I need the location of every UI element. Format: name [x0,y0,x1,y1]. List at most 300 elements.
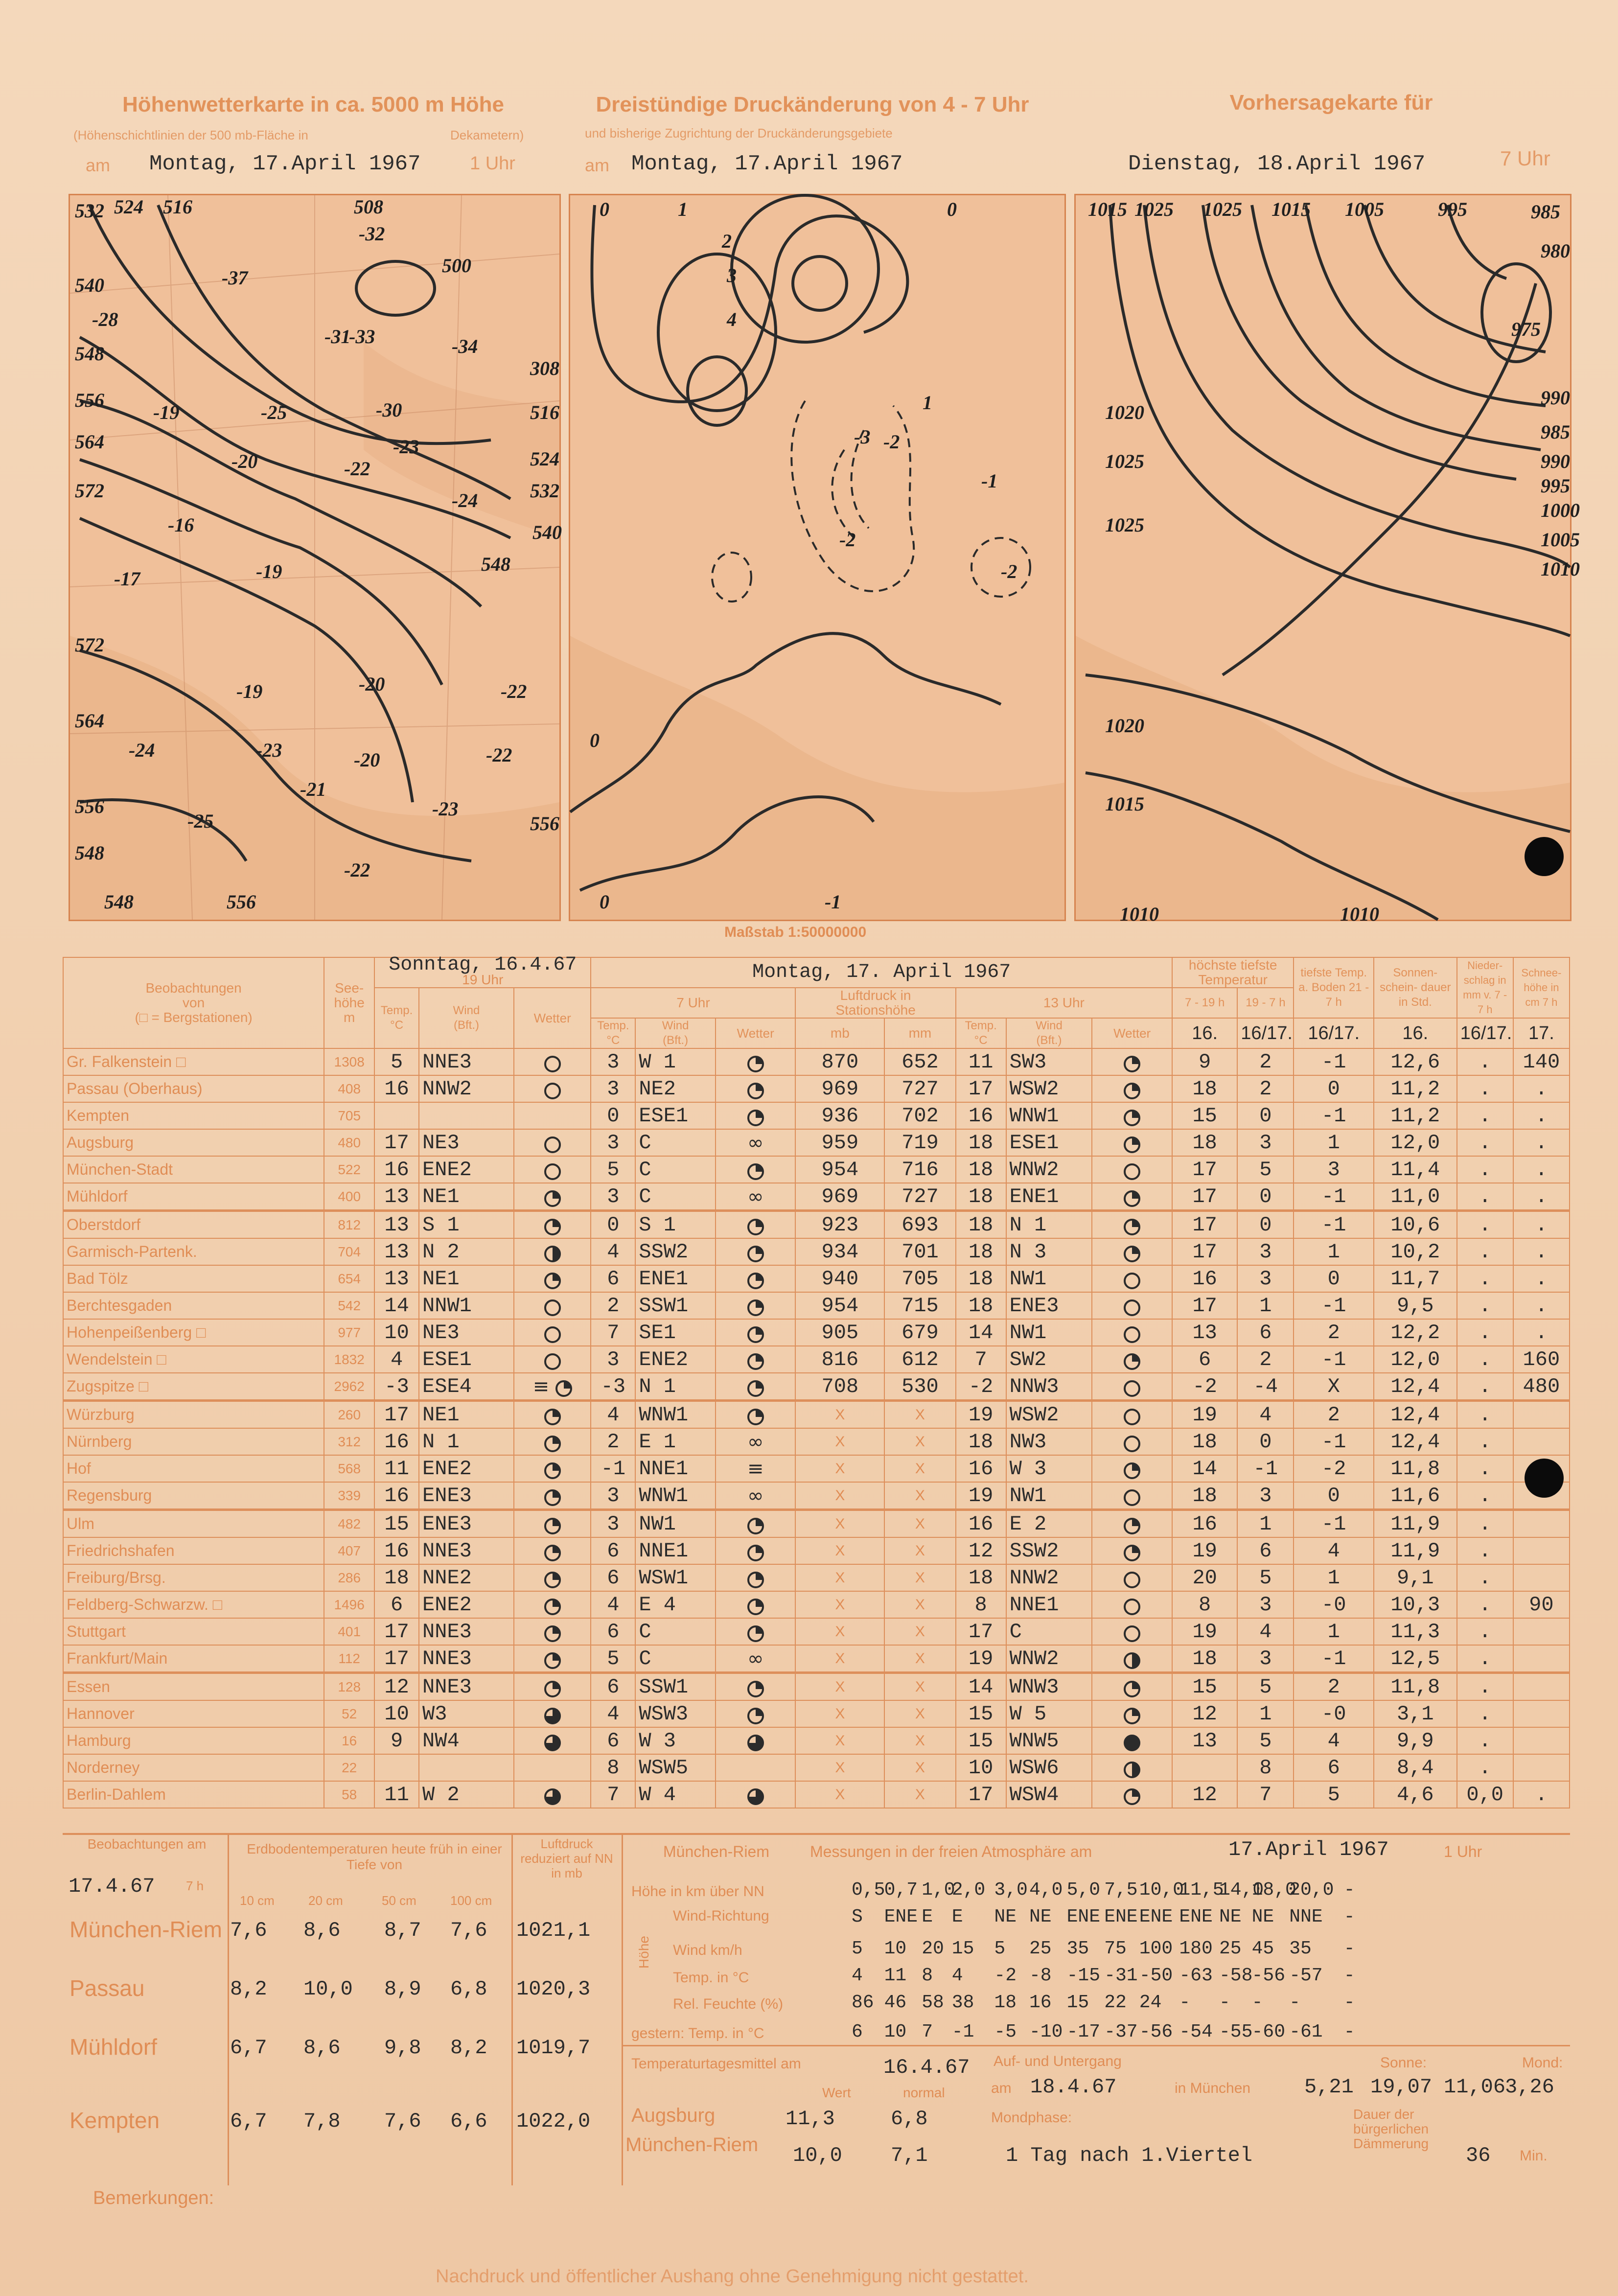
station-row [63,1673,1570,1701]
weather-13h [1092,1618,1172,1645]
station-name: Wendelstein □ [63,1346,324,1373]
temp-7h: 7 [591,1319,635,1346]
weather-13h [1092,1537,1172,1564]
station-altitude: 401 [324,1618,374,1645]
air-temp: -50 [1139,1965,1173,1986]
temp-19h: 18 [374,1564,419,1591]
weather-7h [716,1265,796,1292]
wind-7h: N 1 [635,1373,716,1401]
sunshine-hours: 11,0 [1374,1183,1457,1211]
wind-7h: SSW2 [635,1238,716,1265]
station-altitude: 704 [324,1238,374,1265]
max-temp: 15 [1172,1102,1237,1129]
wind-19h: NNW1 [419,1292,514,1319]
temp-7h: 6 [591,1673,635,1701]
cloud-cover-icon [1124,1489,1140,1506]
t7-temp-header [591,1018,635,1048]
pressure-mb: X [795,1537,884,1564]
temp-7h: 6 [591,1618,635,1645]
wind-13h: NNW2 [1006,1564,1092,1591]
temp-19h: 6 [374,1591,419,1618]
prev-temp: -5 [994,2021,1017,2042]
isobar-label: 990 [1541,450,1570,472]
weather-19h [514,1346,591,1373]
soil-v50: 7,6 [384,2110,421,2133]
cloud-cover-icon [1124,1380,1140,1397]
forecast-map [1074,194,1580,925]
height-contour-label: -23 [256,739,282,761]
upper-hum-label: Rel. Feuchte (%) [673,1996,784,2012]
soil-v20: 7,8 [303,2110,341,2133]
see-label: See- [335,980,364,996]
height-contour-label: 572 [75,480,104,502]
temp-7h: 4 [591,1401,635,1429]
t19-temp: Temp. [380,1004,413,1017]
wind-speed: 15 [951,1938,974,1959]
pressure-mb: X [795,1645,884,1673]
cloud-cover-icon [544,1489,561,1506]
station-row [63,1727,1570,1754]
snow-depth: . [1513,1183,1570,1211]
temp-19h: 16 [374,1156,419,1183]
weather-19h [514,1211,591,1239]
station-altitude: 16 [324,1727,374,1754]
cloud-cover-icon [544,1056,561,1072]
sunshine-hours: 11,4 [1374,1156,1457,1183]
wind-19h: NNE2 [419,1564,514,1591]
height-km: 0,7 [884,1879,918,1901]
left-map-subtitle-a: (Höhenschichtlinien der 500 mb-Fläche in [73,128,308,142]
max-temp: 18 [1172,1428,1237,1455]
temp-19h: 13 [374,1265,419,1292]
soil-divider-3 [622,1833,623,2185]
snow-depth: . [1513,1319,1570,1346]
weather-13h [1092,1102,1172,1129]
height-contour-label: 548 [104,891,134,913]
station-row [63,1754,1570,1781]
station-name: Berchtesgaden [63,1292,324,1319]
station-altitude: 654 [324,1265,374,1292]
temp-7h: 5 [591,1156,635,1183]
cloud-cover-icon [1124,1083,1140,1099]
wind-7h: WSW3 [635,1700,716,1727]
station-altitude: 339 [324,1482,374,1510]
min-temp: 4 [1237,1618,1294,1645]
cloud-cover-icon [544,1136,561,1153]
weather-13h [1092,1238,1172,1265]
max-temp: 17 [1172,1292,1237,1319]
min-temp: 8 [1237,1754,1294,1781]
weather-7h [716,1428,796,1455]
min-temp: 5 [1237,1673,1294,1701]
wind-speed: 20 [922,1938,944,1959]
station-row [63,1645,1570,1673]
snow-depth [1513,1754,1570,1781]
temp-19h: 14 [374,1292,419,1319]
punch-hole-bottom [1525,1459,1564,1498]
w19-header [419,988,514,1048]
soil-d10: 10 cm [240,1893,275,1908]
isobar-label: 1025 [1203,198,1242,220]
sunshine-hours: 11,6 [1374,1482,1457,1510]
weather-symbol: ≡ [747,1458,764,1480]
station-name: Nürnberg [63,1428,324,1455]
cloud-cover-icon [1124,1681,1140,1697]
station-name: Würzburg [63,1401,324,1429]
pressure-header [795,988,955,1018]
soil-v100: 7,6 [450,1919,487,1942]
wind-direction: ENE [1139,1906,1173,1927]
wind-19h [419,1102,514,1129]
cloud-cover-icon [1124,1518,1140,1534]
snow-depth [1513,1401,1570,1429]
t7-temp: Temp. [597,1019,629,1032]
ground-temp: -1 [1294,1102,1374,1129]
station-row [63,1183,1570,1211]
isobar-label: 980 [1541,240,1570,262]
monday-header: Montag, 17. April 1967 [591,957,1172,988]
pressure-change-label: -1 [825,891,841,913]
weather-7h [716,1510,796,1538]
weather-19h [514,1455,591,1482]
weather-13h [1092,1265,1172,1292]
weather-7h [716,1048,796,1075]
weather-7h [716,1455,796,1482]
wind-19h: ENE2 [419,1156,514,1183]
snow-depth: . [1513,1781,1570,1808]
cloud-cover-icon [555,1380,572,1397]
snow-depth: . [1513,1129,1570,1156]
weather-19h [514,1564,591,1591]
wind-speed: 25 [1219,1938,1242,1959]
weather-19h [514,1319,591,1346]
height-contour-label: -34 [452,335,478,357]
weather-13h [1092,1673,1172,1701]
isobar-label: 1020 [1105,401,1144,423]
station-altitude: 112 [324,1645,374,1673]
soil-p: 1022,0 [516,2110,591,2133]
sunshine-hours: 3,1 [1374,1700,1457,1727]
temp-13h: 14 [956,1673,1006,1701]
mm-header: mm [884,1018,955,1048]
wind-13h: WNW5 [1006,1727,1092,1754]
pressure-mm: 727 [884,1075,955,1102]
air-temp: 11 [884,1965,907,1986]
weather-7h [716,1645,796,1673]
wind-7h: S 1 [635,1211,716,1239]
station-altitude: 52 [324,1700,374,1727]
isobar-label: 975 [1511,318,1541,340]
air-temp: 4 [951,1965,963,1986]
means-augsburg-wert: 11,3 [786,2107,835,2131]
pressure-mb: X [795,1482,884,1510]
rel-humidity: 16 [1029,1992,1052,2013]
max-temp: 13 [1172,1319,1237,1346]
temp-7h: 3 [591,1482,635,1510]
pressure-change-label: -2 [1001,560,1017,582]
cloud-cover-icon [544,1572,561,1588]
pressure-change-label: 0 [947,198,957,220]
rel-humidity: - [1179,1992,1191,2013]
wind-19h: S 1 [419,1211,514,1239]
height-contour-label: 564 [75,431,104,453]
wind-direction: ENE [1104,1906,1138,1927]
prev-temp: -17 [1066,2021,1101,2042]
station-name: Hof [63,1455,324,1482]
cloud-cover-icon [544,1083,561,1099]
station-row [63,1482,1570,1510]
temp-13h: 18 [956,1428,1006,1455]
height-contour-label: -24 [129,739,155,761]
weather-7h [716,1673,796,1701]
isobar-label: 1015 [1088,198,1127,220]
pressure-change-label: 0 [600,198,609,220]
ground-temp: -1 [1294,1211,1374,1239]
weather-symbol: ∞ [747,1431,764,1453]
ground-temp: 0 [1294,1482,1374,1510]
temp-19h [374,1102,419,1129]
temp-13h: 15 [956,1700,1006,1727]
cloud-cover-icon [1124,1219,1140,1235]
station-name: Zugspitze □ [63,1373,324,1401]
air-temp: -63 [1179,1965,1213,1986]
temp-19h: 16 [374,1428,419,1455]
temp-7h: 3 [591,1075,635,1102]
max-temp: 19 [1172,1401,1237,1429]
station-row [63,1075,1570,1102]
precipitation: . [1457,1211,1513,1239]
weather-19h [514,1102,591,1129]
station-row [63,1102,1570,1129]
temp-13h: 16 [956,1102,1006,1129]
sun-date: 16. [1374,1018,1457,1048]
temp-19h: 17 [374,1618,419,1645]
height-contour-label: -25 [261,401,287,423]
pressure-change-label: 2 [722,230,732,252]
upper-side-label: Höhe [636,1936,651,1969]
temp-7h: -3 [591,1373,635,1401]
pressure-mb: X [795,1781,884,1808]
height-contour-label: -24 [452,489,478,511]
hoehe-label: höhe [334,995,365,1010]
ground-temp: -1 [1294,1510,1374,1538]
cloud-cover-icon [544,1326,561,1343]
height-contour-label: -22 [501,680,527,702]
wind-7h: C [635,1156,716,1183]
mid-map-date: Montag, 17.April 1967 [631,152,903,176]
sunshine-hours: 12,5 [1374,1645,1457,1673]
station-name: Mühldorf [63,1183,324,1211]
r19-7-header: 19 - 7 h [1237,988,1294,1018]
station-name: München-Stadt [63,1156,324,1183]
height-km: 1,0 [922,1879,955,1901]
pressure-mm: X [884,1618,955,1645]
temp-7h: 3 [591,1183,635,1211]
cloud-cover-icon [747,1163,764,1180]
min-temp: -4 [1237,1373,1294,1401]
isobar-label: 1010 [1541,558,1580,580]
pressure-mm: 652 [884,1048,955,1075]
sunset: 19,07 [1370,2075,1433,2099]
pressure-mb: 969 [795,1183,884,1211]
rel-humidity: 15 [1066,1992,1089,2013]
station-row [63,1238,1570,1265]
wind-speed: 10 [884,1938,907,1959]
wind-13h: SW3 [1006,1048,1092,1075]
soil-time: 7 h [186,1879,204,1893]
upper-temp-label: Temp. in °C [673,1970,749,1986]
pr-date: 16/17. [1457,1018,1513,1048]
stat-label: Stationshöhe [835,1002,916,1018]
wind-13h: NW1 [1006,1319,1092,1346]
pressure-mm: X [884,1564,955,1591]
right-map-header [1175,90,1488,116]
sunshine-hours: 10,2 [1374,1238,1457,1265]
height-contour-label: -28 [92,308,118,330]
isobar-label: 1015 [1105,793,1144,815]
hoechste-text: höchste [1188,957,1237,973]
station-name: Augsburg [63,1129,324,1156]
station-row [63,1537,1570,1564]
precipitation: . [1457,1292,1513,1319]
wind-13h: W 3 [1006,1455,1092,1482]
isobar-label: 1015 [1271,198,1311,220]
prev-temp: -61 [1289,2021,1323,2042]
station-altitude: 2962 [324,1373,374,1401]
snow-depth [1513,1428,1570,1455]
isobar-label: 1005 [1345,198,1384,220]
weather-19h [514,1075,591,1102]
wind-7h: NW1 [635,1510,716,1538]
cloud-cover-icon [544,1273,561,1289]
rel-humidity: - [1219,1992,1230,2013]
weather-13h [1092,1510,1172,1538]
height-contour-label: -19 [256,560,282,582]
weather-19h [514,1048,591,1075]
soil-d20: 20 cm [308,1893,343,1908]
weather-7h [716,1564,796,1591]
wind-direction: NNE [1289,1906,1323,1927]
precipitation: . [1457,1482,1513,1510]
max-temp: 20 [1172,1564,1237,1591]
cloud-cover-icon [1124,1788,1140,1805]
wind-13h: WNW2 [1006,1156,1092,1183]
wind-7h: NNE1 [635,1537,716,1564]
w19-wind: Wind [453,1004,480,1017]
pressure-mb: X [795,1673,884,1701]
weather-13h [1092,1075,1172,1102]
w13-bft: (Bft.) [1036,1034,1062,1047]
station-altitude: 22 [324,1754,374,1781]
wind-19h: NNE3 [419,1673,514,1701]
sunshine-hours: 11,2 [1374,1102,1457,1129]
max-temp: 18 [1172,1645,1237,1673]
left-map-date: Montag, 17.April 1967 [149,152,421,176]
temp-13h: 18 [956,1292,1006,1319]
cloud-cover-icon [747,1735,764,1751]
max-temp: 18 [1172,1482,1237,1510]
beob-label: Beobachtungen [145,980,242,996]
ground-temp-header: tiefste Temp. a. Boden 21 - 7 h [1294,957,1374,1018]
rel-humidity: 24 [1139,1992,1162,2013]
temp-19h: 15 [374,1510,419,1538]
ground-temp: 0 [1294,1075,1374,1102]
soil-station: Mühldorf [69,2034,157,2060]
ground-temp: 1 [1294,1238,1374,1265]
weather-7h [716,1075,796,1102]
wind-19h: NW4 [419,1727,514,1754]
precipitation: . [1457,1428,1513,1455]
wind-7h: ESE1 [635,1102,716,1129]
station-row [63,1211,1570,1239]
wind-13h: WSW2 [1006,1401,1092,1429]
ground-temp: 0 [1294,1265,1374,1292]
mid-map-header [578,92,1047,117]
air-temp: -56 [1251,1965,1286,1986]
snow-depth: 480 [1513,1373,1570,1401]
ground-temp: 2 [1294,1319,1374,1346]
temp-13h: 19 [956,1645,1006,1673]
station-row [63,1781,1570,1808]
cloud-cover-icon [544,1436,561,1452]
station-altitude: 812 [324,1211,374,1239]
min-temp: 7 [1237,1781,1294,1808]
t7-header: 7 Uhr [591,988,795,1018]
ground-temp: -0 [1294,1591,1374,1618]
station-name: Hohenpeißenberg □ [63,1319,324,1346]
precipitation: . [1457,1183,1513,1211]
weather-13h [1092,1292,1172,1319]
min-temp: 1 [1237,1700,1294,1727]
temp-13h: 18 [956,1129,1006,1156]
temp-13h: 17 [956,1618,1006,1645]
cloud-cover-icon [747,1545,764,1561]
min-temp: 3 [1237,1645,1294,1673]
max-temp: 19 [1172,1618,1237,1645]
height-contour-label: 516 [530,401,559,423]
wind-7h: NE2 [635,1075,716,1102]
cloud-cover-icon [747,1299,764,1316]
min-temp: 6 [1237,1537,1294,1564]
soil-v20: 10,0 [303,1977,353,2001]
cloud-cover-icon [1124,1246,1140,1262]
weather-13h [1092,1401,1172,1429]
height-km: 2,0 [951,1879,986,1901]
sunday-time: 19 Uhr [462,972,504,987]
pressure-mb: 954 [795,1292,884,1319]
weather-symbol: ∞ [747,1132,764,1154]
ground-temp: 4 [1294,1727,1374,1754]
air-temp: -31 [1104,1965,1138,1986]
soil-p: 1020,3 [516,1977,591,2001]
bottom-divider [63,1833,1570,1835]
max-temp: -2 [1172,1373,1237,1401]
precipitation: . [1457,1129,1513,1156]
pressure-change-label: 1 [678,198,688,220]
wind-speed: 180 [1179,1938,1213,1959]
soil-p: 1021,1 [516,1919,591,1942]
station-name: Passau (Oberhaus) [63,1075,324,1102]
sunshine-hours: 12,0 [1374,1129,1457,1156]
cloud-cover-icon [544,1462,561,1479]
sun-date: 18.4.67 [1030,2075,1117,2099]
wind-19h: N 1 [419,1428,514,1455]
station-altitude: 1832 [324,1346,374,1373]
sunshine-header: Sonnen- schein- dauer in Std. [1374,957,1457,1018]
wind-19h [419,1754,514,1781]
wind-speed: 45 [1251,1938,1274,1959]
height-contour-label: 556 [75,389,104,411]
